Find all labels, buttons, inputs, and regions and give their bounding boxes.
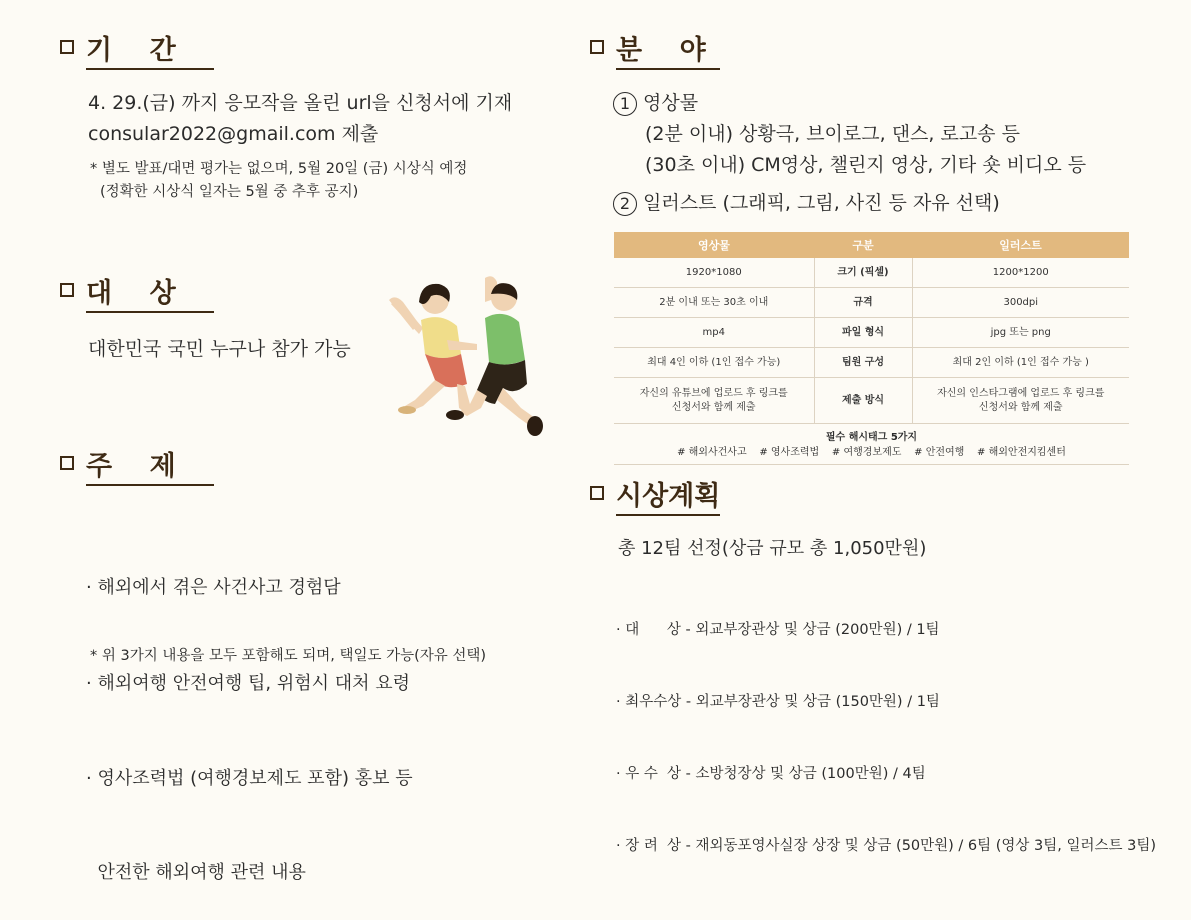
field-item1: 영상물 <box>643 92 699 114</box>
target-text: 대한민국 국민 누구나 참가 가능 <box>88 338 351 360</box>
award-summary: 총 12팀 선정(상금 규모 총 1,050만원) <box>618 538 927 559</box>
period-title: 기 간 <box>86 34 176 66</box>
table-cell: 제출 방식 <box>814 378 912 424</box>
table-row <box>614 378 1129 424</box>
theme-note: * 위 3가지 내용을 모두 포함해도 되며, 택일도 가능(자유 선택) <box>90 648 487 664</box>
checkbox-icon <box>590 40 604 54</box>
target-title: 대 상 <box>86 277 176 309</box>
table-row <box>614 318 1129 348</box>
field-heading <box>590 30 720 64</box>
checkbox-icon <box>60 456 74 470</box>
hashtag-box <box>614 424 1129 465</box>
award-heading <box>590 476 720 510</box>
field-item1-sub: (30초 이내) CM영상, 챌린지 영상, 기타 숏 비디오 등 <box>645 154 1087 176</box>
period-section <box>60 30 214 70</box>
theme-item: · 해외여행 안전여행 팁, 위험시 대처 요령 <box>86 673 410 694</box>
girl-skirt <box>425 354 467 387</box>
divider <box>616 514 720 516</box>
divider <box>86 484 214 486</box>
field-item2: 일러스트 (그래픽, 그림, 사진 등 자유 선택) <box>643 192 1000 214</box>
column-header: 구분 <box>814 232 912 258</box>
girl-shoe <box>398 406 416 414</box>
boy-shoe <box>527 416 543 436</box>
column-header: 영상물 <box>614 232 814 258</box>
table-cell: 자신의 유튜브에 업로드 후 링크를 신청서와 함께 제출 <box>614 378 814 424</box>
girl-arm <box>447 340 477 350</box>
target-section <box>60 273 214 313</box>
theme-section <box>60 446 214 486</box>
table-header-row <box>614 232 1129 258</box>
award-item: · 장 려 상 - 재외동포영사실장 상장 및 상금 (50만원) / 6팀 (영상 3팀, 일러스트 3팀) <box>616 838 1157 854</box>
target-heading <box>60 273 214 307</box>
award-list <box>616 570 1156 882</box>
spec-table <box>614 232 1129 424</box>
table-cell: 최대 4인 이하 (1인 접수 가능) <box>614 348 814 378</box>
table-cell: 1200*1200 <box>912 258 1129 288</box>
field-section <box>590 30 720 70</box>
award-item: · 대 상 - 외교부장관상 및 상금 (200만원) / 1팀 <box>616 622 940 638</box>
award-item: · 최우수상 - 외교부장관상 및 상금 (150만원) / 1팀 <box>616 694 940 710</box>
spec-table-wrap <box>614 232 1129 465</box>
circled-number: 2 <box>613 192 637 216</box>
checkbox-icon <box>60 40 74 54</box>
table-cell: jpg 또는 png <box>912 318 1129 348</box>
table-row <box>614 348 1129 378</box>
table-cell: 1920*1080 <box>614 258 814 288</box>
table-cell: mp4 <box>614 318 814 348</box>
theme-item: 안전한 해외여행 관련 내용 <box>86 862 306 883</box>
table-cell: 300dpi <box>912 288 1129 318</box>
table-cell: 2분 이내 또는 30초 이내 <box>614 288 814 318</box>
table-cell: 최대 2인 이하 (1인 접수 가능 ) <box>912 348 1129 378</box>
period-heading <box>60 30 214 64</box>
table-row <box>614 288 1129 318</box>
divider <box>86 68 214 70</box>
table-cell: 자신의 인스타그램에 업로드 후 링크를 신청서와 함께 제출 <box>912 378 1129 424</box>
period-note <box>90 158 467 204</box>
hashtag-title: 필수 해시태그 5가지 <box>825 432 918 443</box>
table-row <box>614 258 1129 288</box>
checkbox-icon <box>60 283 74 297</box>
table-cell: 크기 (픽셀) <box>814 258 912 288</box>
field-body <box>613 88 1086 219</box>
period-note1: * 별도 발표/대면 평가는 없으며, 5월 20일 (금) 시상식 예정 <box>90 161 468 177</box>
period-line1: 4. 29.(금) 까지 응모작을 올린 url을 신청서에 기재 <box>88 92 513 114</box>
divider <box>616 68 720 70</box>
column-header: 일러스트 <box>912 232 1129 258</box>
girl-arm <box>391 302 423 334</box>
award-item: · 우 수 상 - 소방청장상 및 상금 (100만원) / 4팀 <box>616 766 926 782</box>
theme-item: · 해외에서 겪은 사건사고 경험담 <box>86 577 341 598</box>
divider <box>86 311 214 313</box>
kids-illustration <box>385 268 550 440</box>
period-body <box>88 88 512 150</box>
circled-number: 1 <box>613 92 637 116</box>
theme-title: 주 제 <box>86 450 176 482</box>
table-cell: 규격 <box>814 288 912 318</box>
boy-shoe <box>446 410 464 420</box>
field-title: 분 야 <box>616 34 706 66</box>
table-cell: 파일 형식 <box>814 318 912 348</box>
award-section <box>590 476 720 516</box>
period-note2: (정확한 시상식 일자는 5월 중 추후 공지) <box>100 184 359 200</box>
girl-shirt <box>421 317 461 358</box>
award-title: 시상계획 <box>616 480 721 512</box>
theme-item: · 영사조력법 (여행경보제도 포함) 홍보 등 <box>86 768 413 789</box>
theme-list <box>86 508 413 920</box>
field-item1-sub: (2분 이내) 상황극, 브이로그, 댄스, 로고송 등 <box>645 123 1020 145</box>
theme-heading <box>60 446 214 480</box>
checkbox-icon <box>590 486 604 500</box>
boy-shirt <box>485 314 525 365</box>
table-cell: 팀원 구성 <box>814 348 912 378</box>
period-line2: consular2022@gmail.com 제출 <box>88 123 379 145</box>
girl-leg <box>457 384 471 414</box>
hashtag-list: # 해외사건사고 # 영사조력법 # 여행경보제도 # 안전여행 # 해외안전지킴센터 <box>677 447 1066 458</box>
